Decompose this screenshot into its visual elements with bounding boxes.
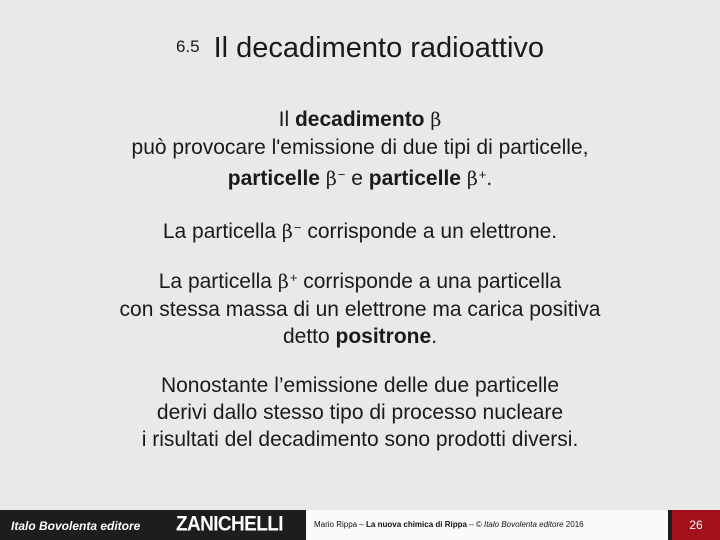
- text: Il: [278, 108, 295, 131]
- text: La particella: [162, 220, 282, 243]
- para1-line3: [0, 161, 720, 193]
- paragraph-beta-decay: [0, 106, 720, 193]
- section-number: 6.5: [175, 37, 200, 56]
- para1-line2: può provocare l'emissione di due tipi di particelle,: [131, 136, 589, 159]
- footer-bar: [0, 510, 720, 540]
- text: .: [486, 167, 493, 190]
- bold-text: particelle: [227, 167, 326, 190]
- para1-line1: [0, 106, 720, 134]
- paragraph-beta-minus: [0, 214, 720, 246]
- bold-text: positrone: [335, 325, 432, 348]
- slide-header: [0, 32, 720, 65]
- footer-credit: [306, 510, 668, 540]
- text: e: [345, 167, 369, 190]
- credit-separator: – ©: [466, 520, 484, 529]
- publisher-logo: Italo Bovolenta editore: [11, 519, 141, 533]
- zanichelli-logo: ZANICHELLI: [176, 512, 283, 536]
- para3-line1: [0, 264, 720, 296]
- text: corrisponde a una particella: [297, 270, 562, 293]
- text: .: [431, 325, 438, 348]
- para3-line3: [0, 323, 720, 350]
- page-number: 26: [672, 510, 720, 540]
- text: corrisponde a un elettrone.: [301, 220, 558, 243]
- beta-symbol: β: [277, 271, 289, 293]
- paragraph-conclusion: [0, 372, 720, 453]
- para3-line2: con stessa massa di un elettrone ma carica positiva: [119, 298, 601, 321]
- para4-line3: i risultati del decadimento sono prodotti diversi.: [141, 428, 579, 451]
- minus-sign: −: [337, 167, 346, 182]
- minus-sign: −: [293, 220, 302, 235]
- beta-symbol: β: [325, 168, 337, 190]
- para2-line1: [0, 214, 720, 246]
- plus-sign: +: [478, 167, 487, 182]
- plus-sign: +: [289, 270, 298, 285]
- text: La particella: [158, 270, 278, 293]
- slide-title: Il decadimento radioattivo: [213, 32, 545, 64]
- credit-book: La nuova chimica di Rippa: [366, 520, 467, 529]
- para4-line2: derivi dallo stesso tipo di processo nucleare: [156, 401, 564, 424]
- paragraph-beta-plus: [0, 264, 720, 350]
- bold-text: decadimento: [294, 108, 431, 131]
- bold-text: particelle: [368, 167, 467, 190]
- beta-symbol: β: [430, 109, 442, 131]
- beta-symbol: β: [466, 168, 478, 190]
- credit-editor: Italo Bovolenta editore: [483, 520, 564, 529]
- beta-symbol: β: [281, 221, 293, 243]
- credit-author: Mario Rippa –: [314, 520, 367, 529]
- credit-year: 2016: [563, 520, 584, 529]
- para4-line1: Nonostante l’emissione delle due particelle: [160, 374, 560, 397]
- text: detto: [282, 325, 336, 348]
